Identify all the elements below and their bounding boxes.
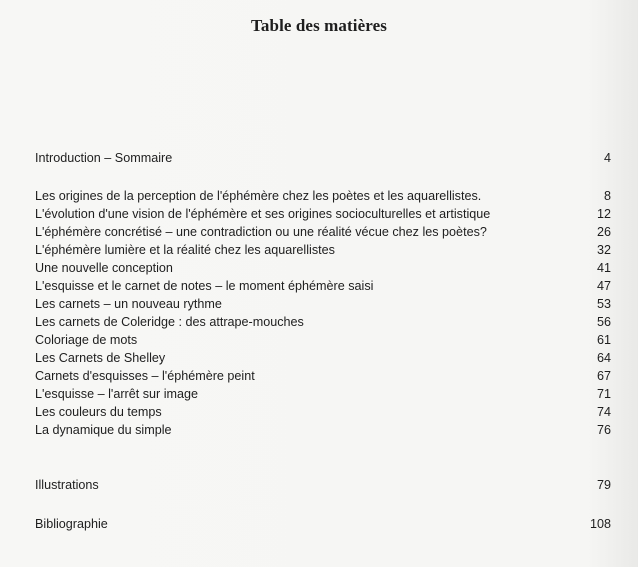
toc-entry-label: Une nouvelle conception	[35, 261, 173, 275]
toc-entry-page: 32	[596, 243, 611, 257]
toc-entry-page: 79	[596, 478, 611, 492]
toc-entry-page: 64	[596, 351, 611, 365]
toc-entry	[35, 349, 611, 367]
toc-entry-label: Les origines de la perception de l'éphémère chez les poètes et les aquarellistes.	[35, 189, 482, 203]
toc-entry-label: Les carnets – un nouveau rythme	[35, 297, 222, 311]
toc-entry-label: L'évolution d'une vision de l'éphémère et ses origines socioculturelles et artistique	[35, 207, 491, 221]
toc-entry	[35, 403, 611, 421]
toc-entry-label: L'éphémère concrétisé – une contradiction ou une réalité vécue chez les poètes?	[35, 225, 487, 239]
toc-entry-label: Introduction – Sommaire	[35, 151, 173, 165]
toc-entry	[35, 295, 611, 313]
toc-entry	[35, 385, 611, 403]
toc-entry	[35, 149, 611, 167]
toc-entry-label: Les carnets de Coleridge : des attrape-mouches	[35, 315, 304, 329]
toc-entry	[35, 205, 611, 223]
toc-entry	[35, 223, 611, 241]
toc-entry-page: 26	[596, 225, 611, 239]
toc-entry-page: 47	[596, 279, 611, 293]
toc-entry-label: L'esquisse – l'arrêt sur image	[35, 387, 199, 401]
page-title: Table des matières	[251, 16, 387, 35]
toc-entry-page: 108	[589, 517, 611, 531]
toc-entry-label: Carnets d'esquisses – l'éphémère peint	[35, 369, 255, 383]
toc-entry	[35, 421, 611, 439]
toc-entry	[35, 277, 611, 295]
toc-entry-label: L'esquisse et le carnet de notes – le moment éphémère saisi	[35, 279, 374, 293]
toc-entry-page: 41	[596, 261, 611, 275]
toc-entry-page: 4	[603, 151, 611, 165]
toc-entry-label: Bibliographie	[35, 517, 108, 531]
toc-entry-page: 53	[596, 297, 611, 311]
toc-entry	[35, 241, 611, 259]
toc-entry-page: 61	[596, 333, 611, 347]
toc-entry-label: Illustrations	[35, 478, 99, 492]
toc-entry-page: 8	[603, 189, 611, 203]
toc-entry	[35, 476, 611, 494]
toc-entry	[35, 187, 611, 205]
toc-entry-page: 71	[596, 387, 611, 401]
toc-entry-label: L'éphémère lumière et la réalité chez les aquarellistes	[35, 243, 335, 257]
toc-entry	[35, 259, 611, 277]
toc-entry-page: 76	[596, 423, 611, 437]
toc-entry-page: 12	[596, 207, 611, 221]
toc-entry-page: 74	[596, 405, 611, 419]
toc-entry-label: Coloriage de mots	[35, 333, 138, 347]
toc-entry-label: La dynamique du simple	[35, 423, 172, 437]
toc-entry	[35, 313, 611, 331]
toc-entry-label: Les Carnets de Shelley	[35, 351, 166, 365]
toc-entry	[35, 515, 611, 533]
toc-entry-page: 67	[596, 369, 611, 383]
toc-entry-page: 56	[596, 315, 611, 329]
toc-entry	[35, 331, 611, 349]
toc-entry	[35, 367, 611, 385]
toc-entry-label: Les couleurs du temps	[35, 405, 162, 419]
